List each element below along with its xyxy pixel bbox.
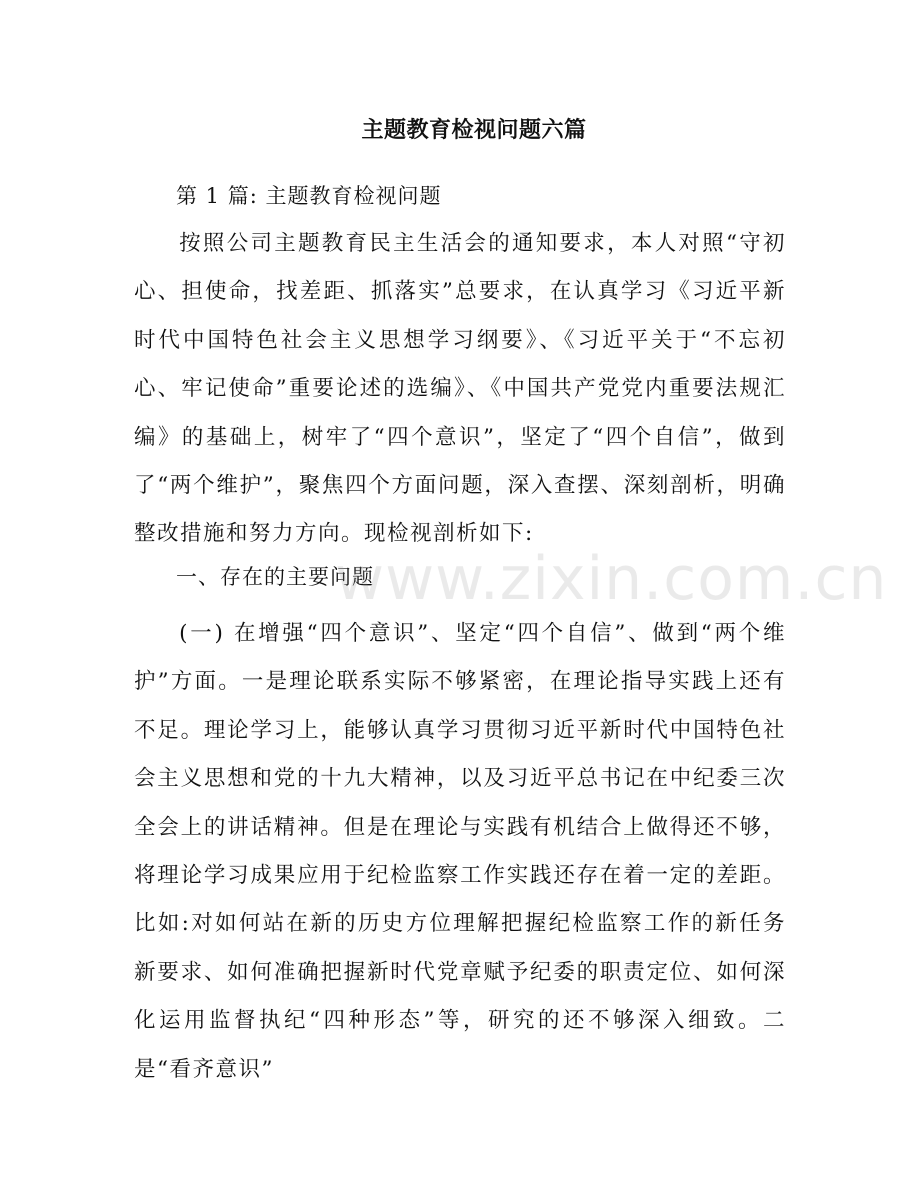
document-title: 主题教育检视问题六篇 <box>361 118 587 143</box>
section-heading-main-problems: 一、存在的主要问题 <box>176 565 374 589</box>
body-paragraph: (一) 在增强“四个意识”、坚定“四个自信”、做到“两个维护”方面。一是理论联系实际不够紧密，在理论指导实践上还有不足。理论学习上，能够认真学习贯彻习近平新时代中国特色社会主义思想和党的十九大精神，以及习近平总书记在中纪委三次全会上的讲话精神。但是在理论与实践有机结合上做得还不够，将理论学习成果应用于纪检监察工作实践还存在着一定的差距。比如:对如何站在新的历史方位理解把握纪检监察工作的新任务新要求、如何准确把握新时代党章赋予纪委的职责定位、如何深化运用监督执纪“四种形态”等，研究的还不够深入细致。二是“看齐意识” <box>134 621 786 1082</box>
intro-paragraph: 按照公司主题教育民主生活会的通知要求，本人对照“守初心、担使命，找差距、抓落实”总要求，在认真学习《习近平新时代中国特色社会主义思想学习纲要》、《习近平关于“不忘初心、牢记使命”重要论述的选编》、《中国共产党党内重要法规汇编》的基础上，树牢了“四个意识”，坚定了“四个自信”，做到了“两个维护”，聚焦四个方面问题，深入查摆、深刻剖析，明确整改措施和努力方向。现检视剖析如下: <box>134 231 786 547</box>
section-title: 第 1 篇: 主题教育检视问题 <box>176 184 442 208</box>
watermark: www.zixin.com.cn <box>335 544 888 614</box>
